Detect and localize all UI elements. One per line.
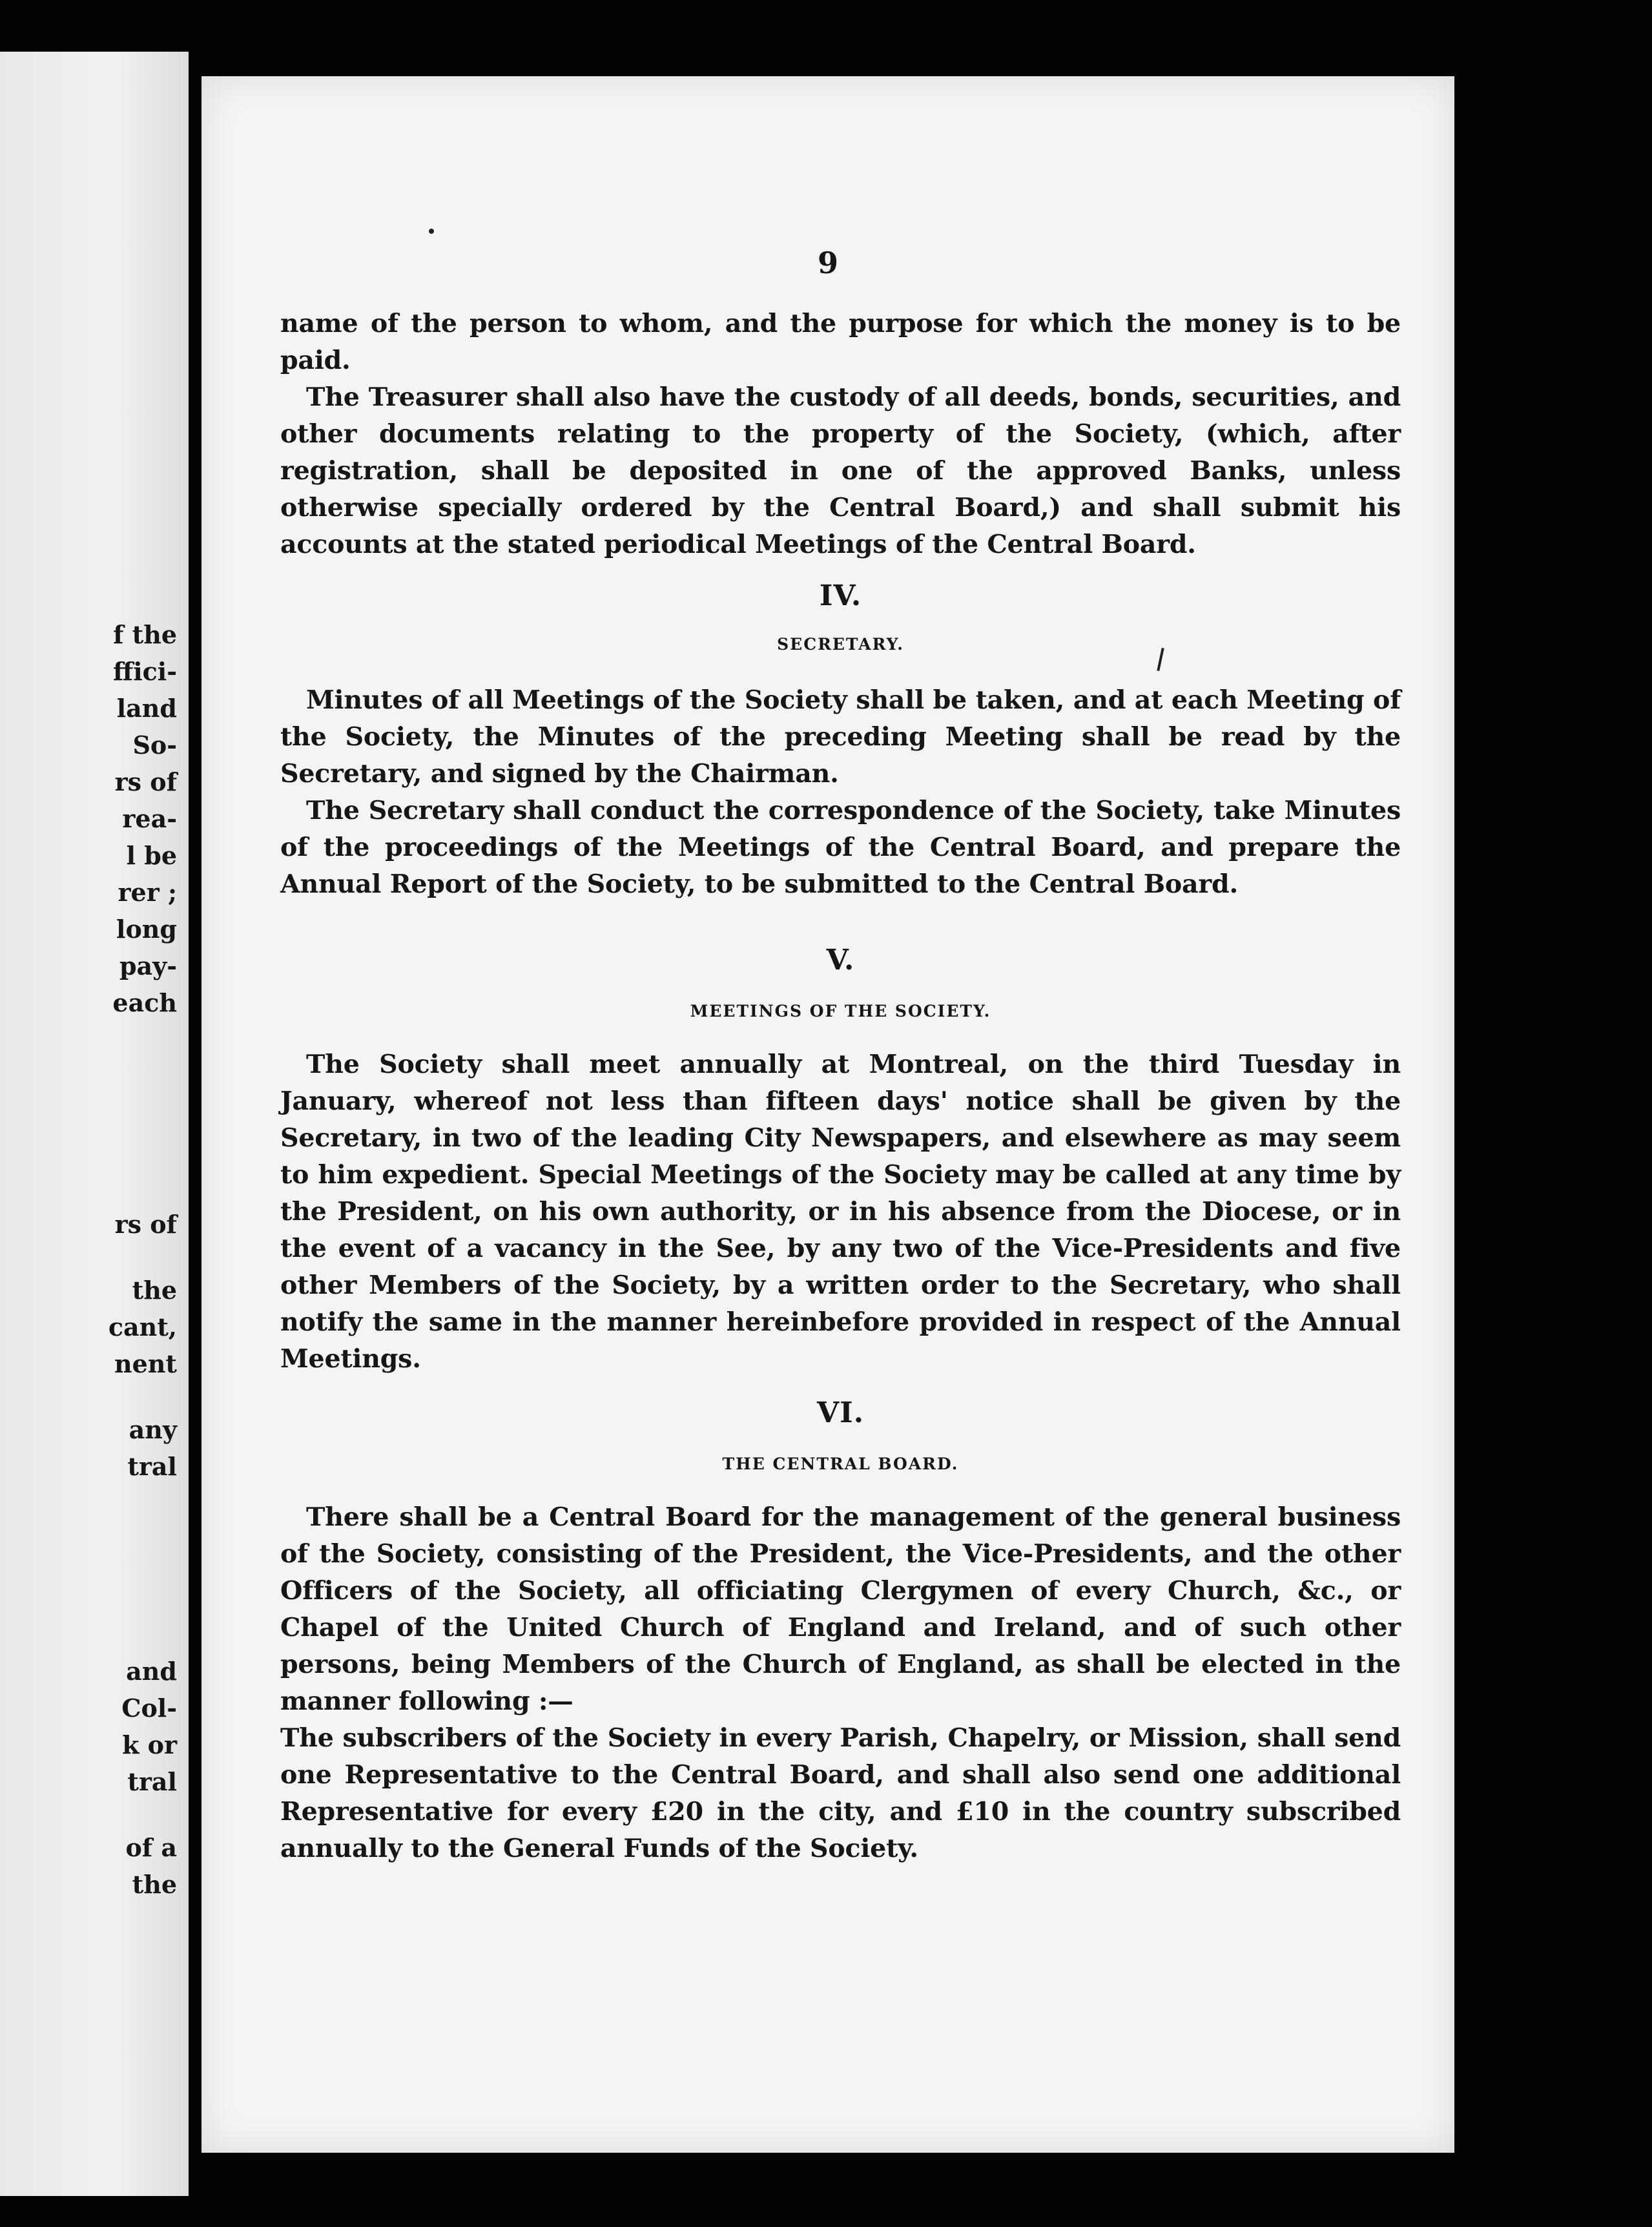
paragraph: The Treasurer shall also have the custody of all deeds, bonds, securities, and other documents relating to the property of the Society, (which, after registration, shall be deposited in one of the approved Banks, unless otherwise specially ordered by the Central Board,) and shall submit his accounts at the stated periodical Meetings of the Central Board. — [280, 382, 1401, 559]
left-facing-page — [0, 52, 189, 2196]
left-fragment: f the — [113, 620, 177, 649]
paragraph: The Secretary shall conduct the correspondence of the Society, take Minutes of the proceedings of the Meetings of the Central Board, and prepare the Annual Report of the Society, to be submitted to the Central Board. — [280, 796, 1401, 899]
paragraph: Minutes of all Meetings of the Society shall be taken, and at each Meeting of the Society, the Minutes of the preceding Meeting shall be read by the Secretary, and signed by the Chairman. — [280, 685, 1401, 789]
left-fragment: rs of — [114, 1210, 177, 1239]
left-fragment: long — [116, 915, 177, 944]
ink-speck — [429, 229, 434, 234]
left-fragment: tral — [127, 1767, 177, 1796]
page-body — [280, 306, 1401, 1867]
book-page — [201, 76, 1454, 2153]
left-fragment: ffici- — [113, 657, 177, 686]
section-numeral-vi: VI. — [816, 1396, 865, 1429]
left-fragment: the — [132, 1870, 177, 1899]
left-fragment: the — [132, 1276, 177, 1305]
left-fragment: rs of — [114, 767, 177, 796]
section-numeral-v: V. — [826, 944, 855, 977]
left-fragment: land — [116, 694, 177, 723]
left-fragment: pay- — [119, 951, 177, 980]
left-fragment: of a — [125, 1833, 177, 1862]
section-heading-secretary: SECRETARY. — [777, 635, 904, 654]
left-fragment: and — [126, 1657, 177, 1686]
left-fragment: rer ; — [118, 878, 177, 907]
paragraph: The Society shall meet annually at Montreal, on the third Tuesday in January, whereof not less than fifteen days' notice shall be given by the Secretary, in two of the leading City Newspapers, and elsewhere as may seem to him expedient. Special Meetings of the Society may be called at any time by the President, on his own authority, or in his absence from the Diocese, or in the event of a vacancy in the See, by any two of the Vice-Presidents and five other Members of the Society, by a written order to the Secretary, who shall notify the same in the manner hereinbefore provided in respect of the Annual Meetings. — [280, 1050, 1401, 1374]
left-fragment: l be — [126, 841, 177, 870]
section-numeral-iv: IV. — [819, 579, 862, 612]
left-fragment: cant, — [108, 1312, 177, 1341]
left-fragment: rea- — [122, 804, 177, 833]
left-fragment: So- — [132, 730, 177, 760]
section-heading-meetings: MEETINGS OF THE SOCIETY. — [690, 1002, 991, 1020]
left-fragment: tral — [127, 1452, 177, 1481]
left-fragment: nent — [114, 1349, 177, 1378]
paragraph: There shall be a Central Board for the management of the general business of the Society, consisting of the President, the Vice-Presidents, and the other Officers of the Society, all officiating Clergymen of every Church, &c., or Chapel of the United Church of England and Ireland, and of such other persons, being Members of the Church of England, as shall be elected in the manner following :— — [280, 1502, 1401, 1716]
left-fragment: any — [129, 1415, 177, 1444]
left-fragment: k or — [122, 1730, 177, 1759]
left-fragment: each — [112, 988, 177, 1017]
page-number: 9 — [817, 245, 838, 280]
paragraph: name of the person to whom, and the purpose for which the money is to be paid. — [280, 309, 1401, 375]
paragraph: The subscribers of the Society in every Parish, Chapelry, or Mission, shall send one Representative to the Central Board, and shall also send one additional Representative for every £20 in the city, and £10 in the country subscribed annually to the General Funds of the Society. — [280, 1723, 1401, 1863]
section-heading-central-board: THE CENTRAL BOARD. — [722, 1455, 959, 1473]
left-fragment: Col- — [121, 1694, 177, 1723]
